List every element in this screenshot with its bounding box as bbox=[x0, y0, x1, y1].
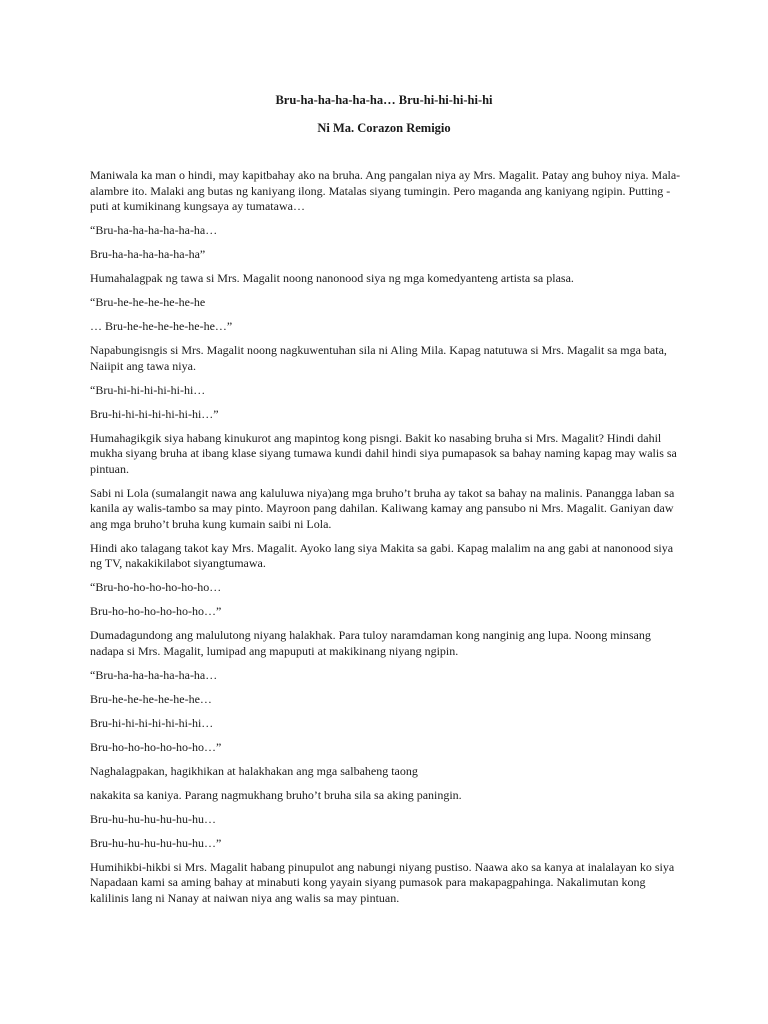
paragraph: Bru-hi-hi-hi-hi-hi-hi-hi…” bbox=[90, 406, 219, 421]
paragraph: “Bru-ho-ho-ho-ho-ho-ho… bbox=[90, 580, 222, 594]
story-body bbox=[90, 168, 686, 915]
paragraph: Humahalagpak ng tawa si Mrs. Magalit noong nanonood siya ng mga komedyanteng artista sa plasa. bbox=[90, 271, 574, 285]
paragraph: Bru-ho-ho-ho-ho-ho-ho…” bbox=[90, 604, 222, 618]
paragraph: Humihikbi-hikbi si Mrs. Magalit habang pinupulot ang nabungi niyang pustiso. Naawa ako sa kanya at inalalayan ko siya Napadaan kami sa aming bahay at minabuti kong yayain siyang pumasok para makapagpahinga. Nakalimutan kong kalilinis lang ni Nanay at naiwan niya ang walis sa may pintuan. bbox=[90, 859, 675, 905]
paragraph: Bru-hu-hu-hu-hu-hu-hu… bbox=[90, 811, 216, 826]
paragraph: nakakita sa kaniya. Parang nagmukhang bruho’t bruha sila sa aking paningin. bbox=[90, 787, 462, 802]
paragraph: Hindi ako talagang takot kay Mrs. Magalit. Ayoko lang siya Makita sa gabi. Kapag malalim na ang gabi at nanonood siya ng TV, nakakikilabot siyangtumawa. bbox=[90, 540, 674, 570]
paragraph: “Bru-he-he-he-he-he-he bbox=[90, 295, 206, 309]
story-title: Bru-ha-ha-ha-ha-ha… Bru-hi-hi-hi-hi-hi bbox=[275, 93, 493, 107]
paragraph: Bru-ha-ha-ha-ha-ha-ha” bbox=[90, 247, 206, 261]
paragraph: Napabungisngis si Mrs. Magalit noong nagkuwentuhan sila ni Aling Mila. Kapag natutuwa si Mrs. Magalit sa mga bata, Naiipit ang tawa niya. bbox=[90, 343, 667, 373]
story-author: Ni Ma. Corazon Remigio bbox=[317, 121, 451, 135]
paragraph: Sabi ni Lola (sumalangit nawa ang kaluluwa niya)ang mga bruho’t bruha ay takot sa bahay na malinis. Panangga laban sa kanila ay walis-tambo sa may pinto. Mayroon pang dahilan. Kaliwang kamay ang pansubo ni Mrs. Magalit. Ganiyan daw ang mga bruho’t bruha kung kumain saibi ni Lola. bbox=[90, 485, 675, 531]
paragraph: Bru-ho-ho-ho-ho-ho-ho…” bbox=[90, 739, 222, 754]
paragraph: Bru-he-he-he-he-he-he… bbox=[90, 691, 212, 706]
paragraph: “Bru-hi-hi-hi-hi-hi-hi… bbox=[90, 382, 206, 397]
paragraph: Dumadagundong ang malulutong niyang halakhak. Para tuloy naramdaman kong nanginig ang lupa. Noong minsang nadapa si Mrs. Magalit, lumipad ang mapuputi at makikinang niyang ngipin. bbox=[90, 628, 651, 658]
paragraph: Humahagikgik siya habang kinukurot ang mapintog kong pisngi. Bakit ko nasabing bruha si Mrs. Magalit? Hindi dahil mukha siyang bruha at ibang klase siyang tumawa kundi dahil hindi siya pumapasok sa bahay naming kapag may walis sa pintuan. bbox=[90, 430, 677, 476]
paragraph: Bru-hu-hu-hu-hu-hu-hu…” bbox=[90, 835, 222, 850]
paragraph: Maniwala ka man o hindi, may kapitbahay ako na bruha. Ang pangalan niya ay Mrs. Magalit. Patay ang buhoy niya. Mala-alambre ito. Malaki ang butas ng kaniyang ilong. Matalas siyang tumingin. Pero maganda ang kaniyang ngipin. Putting - puti at kumikinang kungsaya ay tumatawa… bbox=[90, 168, 681, 213]
paragraph: … Bru-he-he-he-he-he-he…” bbox=[90, 319, 233, 333]
paragraph: “Bru-ha-ha-ha-ha-ha-ha… bbox=[90, 223, 218, 237]
paragraph: “Bru-ha-ha-ha-ha-ha-ha… bbox=[90, 667, 218, 682]
paragraph: Bru-hi-hi-hi-hi-hi-hi-hi… bbox=[90, 715, 214, 730]
paragraph: Naghalagpakan, hagikhikan at halakhakan ang mga salbaheng taong bbox=[90, 763, 418, 778]
